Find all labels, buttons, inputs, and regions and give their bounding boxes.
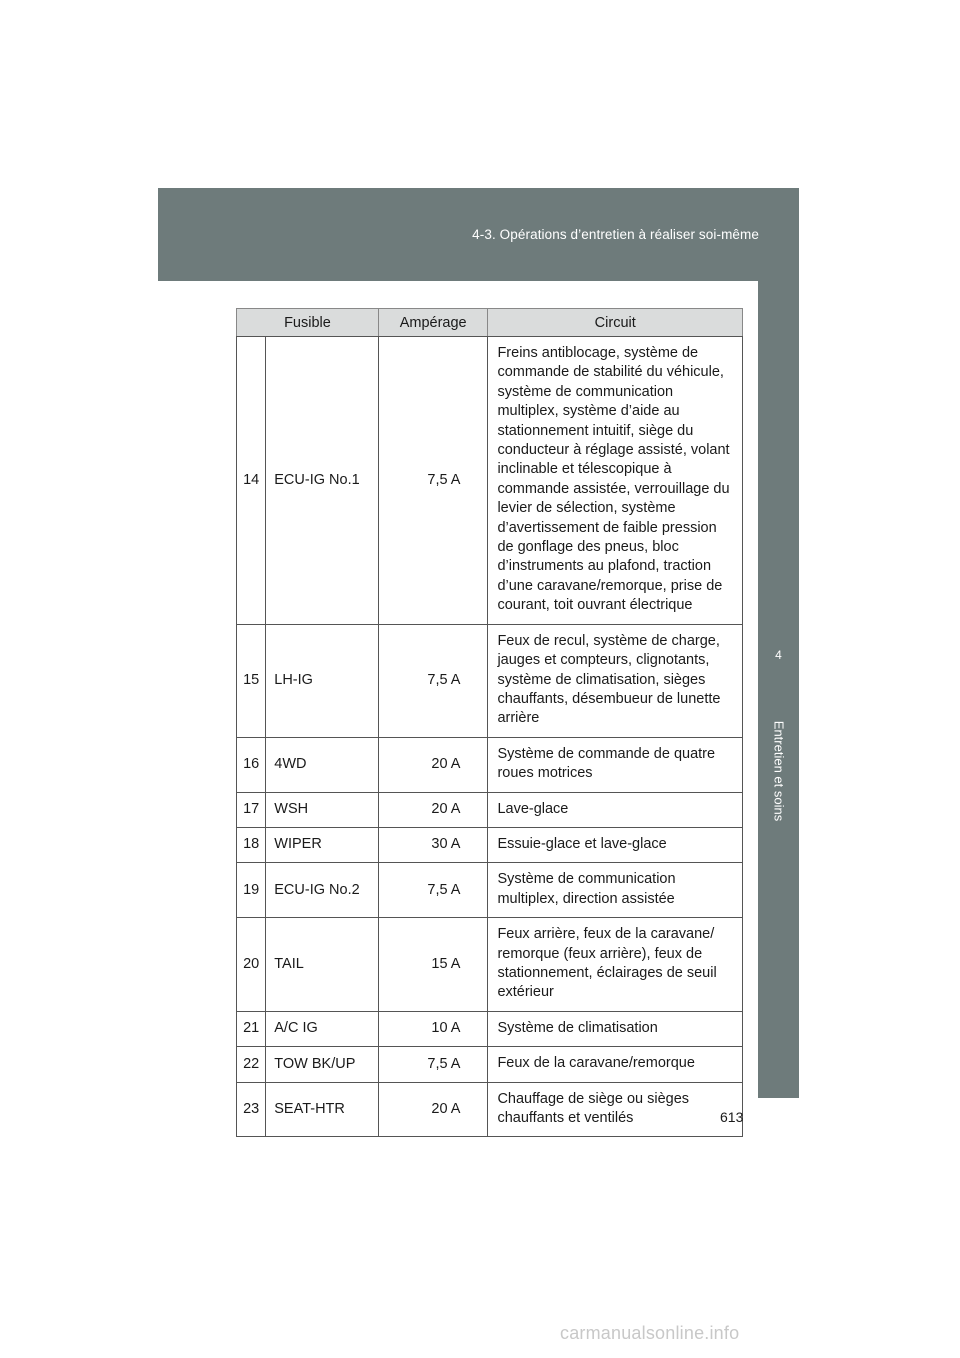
fuse-number: 14 bbox=[237, 337, 266, 625]
table-row bbox=[237, 1047, 743, 1082]
fuse-number: 21 bbox=[237, 1011, 266, 1046]
fuse-circuit: Système de climatisation bbox=[488, 1011, 743, 1046]
fuse-number: 22 bbox=[237, 1047, 266, 1082]
fuse-name: ECU-IG No.1 bbox=[266, 337, 379, 625]
fuse-circuit: Essuie-glace et lave-glace bbox=[488, 827, 743, 862]
fuse-amperage: 15 A bbox=[378, 918, 488, 1012]
fuse-amperage: 20 A bbox=[378, 737, 488, 792]
watermark-text: carmanualsonline.info bbox=[560, 1323, 740, 1343]
fuse-name: SEAT-HTR bbox=[266, 1082, 379, 1137]
chapter-label: Entretien et soins bbox=[771, 720, 787, 822]
fuse-table bbox=[236, 308, 743, 1137]
fuse-number: 19 bbox=[237, 863, 266, 918]
fuse-amperage: 20 A bbox=[378, 792, 488, 827]
fuse-amperage: 7,5 A bbox=[378, 1047, 488, 1082]
fuse-name: LH-IG bbox=[266, 624, 379, 737]
column-header-amperage: Ampérage bbox=[378, 309, 488, 337]
fuse-number: 18 bbox=[237, 827, 266, 862]
fuse-amperage: 7,5 A bbox=[378, 337, 488, 625]
fuse-number: 20 bbox=[237, 918, 266, 1012]
fuse-circuit: Système de communication multiplex, direction assistée bbox=[488, 863, 743, 918]
fuse-amperage: 20 A bbox=[378, 1082, 488, 1137]
fuse-name: TAIL bbox=[266, 918, 379, 1012]
fuse-name: TOW BK/UP bbox=[266, 1047, 379, 1082]
section-header-band bbox=[158, 188, 799, 281]
page-number: 613 bbox=[720, 1109, 744, 1125]
fuse-circuit: Feux de recul, système de charge, jauges et compteurs, clignotants, système de climatisation, sièges chauffants, désembueur de lunette arrière bbox=[488, 624, 743, 737]
fuse-amperage: 7,5 A bbox=[378, 624, 488, 737]
fuse-name: 4WD bbox=[266, 737, 379, 792]
fuse-number: 17 bbox=[237, 792, 266, 827]
fuse-name: WSH bbox=[266, 792, 379, 827]
fuse-amperage: 30 A bbox=[378, 827, 488, 862]
fuse-number: 16 bbox=[237, 737, 266, 792]
table-row bbox=[237, 827, 743, 862]
fuse-amperage: 10 A bbox=[378, 1011, 488, 1046]
table-row bbox=[237, 918, 743, 1012]
table-row bbox=[237, 1011, 743, 1046]
fuse-circuit: Feux de la caravane/remorque bbox=[488, 1047, 743, 1082]
fuse-circuit: Freins antiblocage, système de commande de stabilité du véhicule, système de communication multiplex, système d’aide au stationnement intuitif, siège du conducteur à réglage assisté, volant inclinable et télescopique à commande assistée, verrouillage du levier de sélection, système d’avertissement de faible pression de gonflage des pneus, bloc d’instruments au plafond, traction d’une caravane/remorque, prise de courant, toit ouvrant électrique bbox=[488, 337, 743, 625]
table-row bbox=[237, 792, 743, 827]
table-row bbox=[237, 337, 743, 625]
table-row bbox=[237, 737, 743, 792]
table-row bbox=[237, 863, 743, 918]
fuse-name: WIPER bbox=[266, 827, 379, 862]
fuse-number: 23 bbox=[237, 1082, 266, 1137]
fuse-circuit: Chauffage de siège ou sièges chauffants et ventilés bbox=[488, 1082, 743, 1137]
fuse-name: ECU-IG No.2 bbox=[266, 863, 379, 918]
table-row bbox=[237, 624, 743, 737]
section-title: 4-3. Opérations d’entretien à réaliser soi-même bbox=[472, 227, 759, 242]
fuse-name: A/C IG bbox=[266, 1011, 379, 1046]
fuse-circuit: Lave-glace bbox=[488, 792, 743, 827]
fuse-number: 15 bbox=[237, 624, 266, 737]
chapter-number: 4 bbox=[775, 648, 782, 662]
column-header-circuit: Circuit bbox=[488, 309, 743, 337]
fuse-circuit: Feux arrière, feux de la caravane/ remorque (feux arrière), feux de stationnement, éclairages de seuil extérieur bbox=[488, 918, 743, 1012]
fuse-amperage: 7,5 A bbox=[378, 863, 488, 918]
table-header-row bbox=[237, 309, 743, 337]
column-header-fuse: Fusible bbox=[237, 309, 379, 337]
fuse-circuit: Système de commande de quatre roues motrices bbox=[488, 737, 743, 792]
chapter-side-tab bbox=[758, 281, 799, 1098]
table-row bbox=[237, 1082, 743, 1137]
